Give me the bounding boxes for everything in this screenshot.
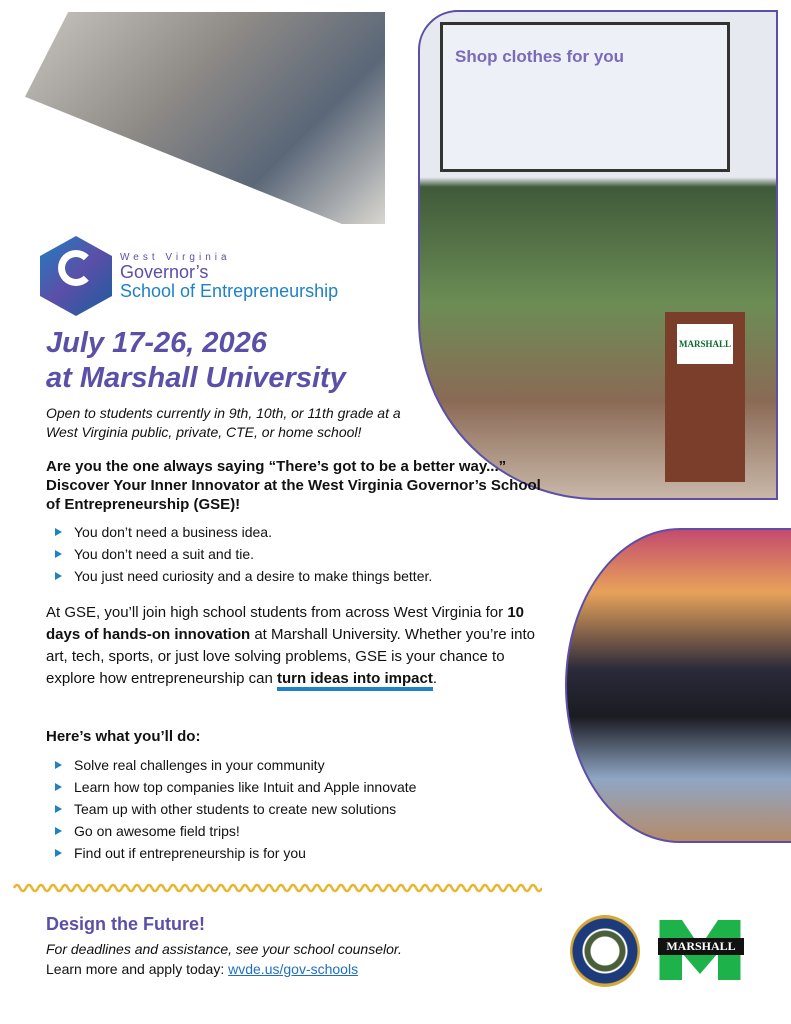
hook-heading: Are you the one always saying “There’s got to be a better way...” Discover Your Inner Innovator at the West Virginia Governor’s School of Entrepreneurship (GSE)! xyxy=(46,458,541,513)
marshall-wordmark: MARSHALL xyxy=(658,938,744,955)
eligibility: Open to students currently in 9th, 10th, or 11th grade at a West Virginia public, private, CTE, or home school! xyxy=(46,405,401,440)
gse-logo-text: West Virginia Governor’s School of Entrepreneurship xyxy=(120,252,339,301)
group-photo xyxy=(565,528,791,843)
list-item: You don’t need a suit and tie. xyxy=(46,543,432,565)
list-item: You don’t need a business idea. xyxy=(46,521,432,543)
todo-list xyxy=(46,754,416,864)
list-item: Go on awesome field trips! xyxy=(46,820,416,842)
event-title: July 17-26, 2026 at Marshall University xyxy=(46,327,346,394)
presentation-screen: Shop clothes for you xyxy=(440,22,730,172)
deadline-note: For deadlines and assistance, see your school counselor. xyxy=(46,941,402,957)
wvde-seal-logo xyxy=(570,915,640,987)
wavy-divider xyxy=(12,880,542,896)
list-item: You just need curiosity and a desire to make things better. xyxy=(46,565,432,587)
list-item: Team up with other students to create new solutions xyxy=(46,798,416,820)
needs-list xyxy=(46,521,432,587)
todo-heading: Here’s what you’ll do: xyxy=(46,728,201,745)
list-item: Find out if entrepreneurship is for you xyxy=(46,842,416,864)
learn-more: Learn more and apply today: wvde.us/gov-schools xyxy=(46,961,359,977)
podium: MARSHALL xyxy=(665,312,745,482)
presentation-photo xyxy=(418,10,778,500)
students-photo xyxy=(25,12,385,224)
list-item: Solve real challenges in your community xyxy=(46,754,416,776)
gse-logo-icon xyxy=(40,236,112,316)
description: At GSE, you’ll join high school students from across West Virginia for 10 days of hands-on innovation at Marshall University. Whether you’re into art, tech, sports, or just love solving problems, GSE is your chance to explore how entrepreneurship can turn ideas into impact. xyxy=(46,602,546,690)
apply-link[interactable]: wvde.us/gov-schools xyxy=(228,961,359,977)
list-item: Learn how top companies like Intuit and Apple innovate xyxy=(46,776,416,798)
footer-heading: Design the Future! xyxy=(46,914,206,934)
